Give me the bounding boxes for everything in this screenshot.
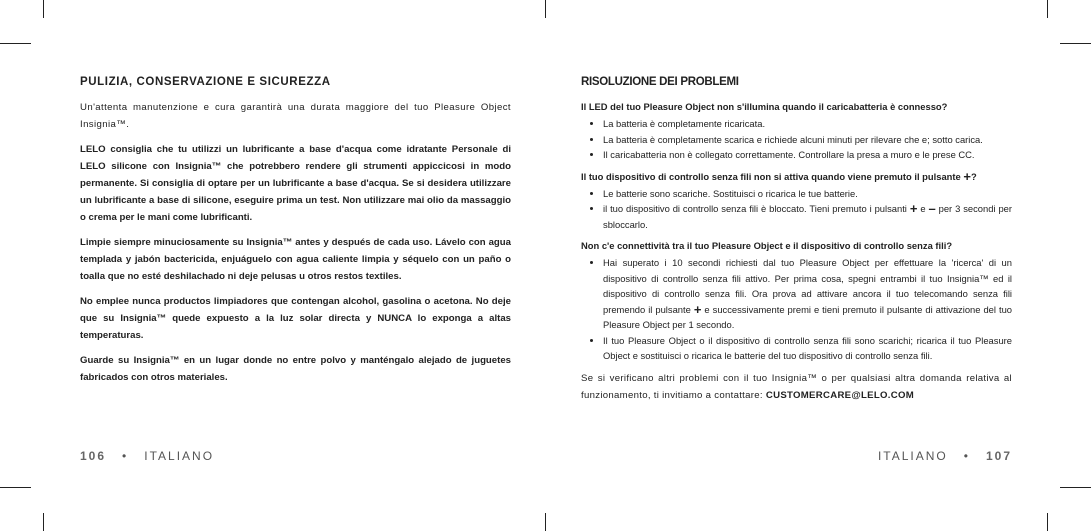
plus-icon: +	[963, 168, 971, 184]
page-number: 106	[80, 449, 107, 463]
question-end: ?	[970, 170, 977, 182]
list-item: • La batteria è completamente ricaricata.	[603, 116, 1012, 132]
right-page	[581, 76, 1012, 412]
list-item: • Il caricabatteria non è collegato correttamente. Controllare la presa a muro e le prese CC.	[603, 147, 1012, 163]
left-page	[80, 76, 511, 394]
item-text: e	[920, 203, 926, 214]
storage-paragraph: Guarde su Insignia™ en un lugar donde no entre polvo y manténgalo alejado de juguetes fabricados con otros materiales.	[80, 355, 511, 383]
crop-mark	[1060, 43, 1091, 44]
footer-separator: •	[963, 449, 970, 463]
crop-mark	[545, 0, 546, 18]
crop-mark	[0, 487, 31, 488]
item-text: Hai superato i 10 secondi richiesti dal tuo Pleasure Object per effettuare la 'ricerca' di un dispositivo di controllo senza fili attivo. Per prima cosa, spegni entrambi il tuo Insignia™ ed il dispositivo di controllo senza fili. Ora prova ad attivare ancora il tuo telecomando senza fili premendo il pulsante	[603, 257, 1012, 315]
list-item	[603, 201, 1012, 232]
item-text: e successivamente premi e tieni premuto il pulsante di attivazione del tuo Pleasure Object per 1 secondo.	[603, 303, 1012, 330]
cleaning-section-title: PULIZIA, CONSERVAZIONE E SICUREZZA	[80, 76, 331, 88]
crop-mark	[545, 513, 546, 531]
plus-icon: +	[693, 301, 702, 317]
crop-mark	[43, 513, 44, 531]
answer-list-connectivity	[581, 255, 1012, 364]
cleaners-warning-paragraph: No emplee nunca productos limpiadores que contengan alcohol, gasolina o acetona. No deje que su Insignia™ quede expuesto a la luz solar directa y NUNCA lo exponga a altas temperaturas.	[80, 296, 511, 341]
answer-list-led	[581, 116, 1012, 163]
cleaning-paragraph: Limpie siempre minuciosamente su Insignia™ antes y después de cada uso. Lávelo con agua templada y jabón bactericida, enjuáguelo con agua caliente limpia y séquelo con un paño o toalla que no esté deshilachado ni deje pelusas u otros restos textiles.	[80, 237, 511, 282]
item-text: il tuo dispositivo di controllo senza fili è bloccato. Tieni premuto i pulsanti	[603, 203, 907, 214]
plus-icon: +	[909, 201, 918, 216]
question-text: Il tuo dispositivo di controllo senza fili non si attiva quando viene premuto il pulsante	[581, 170, 961, 182]
closing-paragraph	[581, 370, 1012, 404]
question-led: Il LED del tuo Pleasure Object non s'illumina quando il caricabatteria è connesso?	[581, 101, 948, 112]
crop-mark	[1060, 487, 1091, 488]
crop-mark	[1047, 0, 1048, 18]
page-number: 107	[985, 449, 1012, 463]
list-item	[603, 255, 1012, 333]
footer-left	[80, 449, 214, 463]
care-intro-paragraph: Un'attenta manutenzione e cura garantirà una durata maggiore del tuo Pleasure Object Insignia™.	[80, 102, 511, 130]
closing-text: Se si verificano altri problemi con il tuo Insignia™ o per qualsiasi altra domanda relativa al funzionamento, ti invitiamo a contattare:	[581, 372, 1012, 401]
item-text: per 3 secondi per sbloccarlo.	[603, 203, 1012, 230]
footer-language: ITALIANO	[877, 449, 948, 463]
question-connectivity: Non c'e connettività tra il tuo Pleasure Object e il dispositivo di controllo senza fili?	[581, 240, 953, 251]
answer-list-remote	[581, 186, 1012, 233]
crop-mark	[1047, 513, 1048, 531]
support-email[interactable]: CUSTOMERCARE@LELO.COM	[765, 389, 915, 401]
footer-language: ITALIANO	[144, 449, 215, 463]
footer-separator: •	[122, 449, 129, 463]
lubricant-paragraph: LELO consiglia che tu utilizzi un lubrificante a base d'acqua come idratante Personale di LELO silicone con Insignia™ che potrebbero rendere gli strumenti appiccicosi in modo permanente. Si consiglia di optare per un lubrificante a base d'acqua. Se si desidera utilizzare un lubrificante a base di silicone, eseguire prima un test. Non utilizzare mai olio da massaggio o crema per le mani come lubrificanti.	[80, 144, 511, 223]
list-item: • Il tuo Pleasure Object o il dispositivo di controllo senza fili sono scarichi; ricarica il tuo Pleasure Object e sostituisci o ricarica le batterie del tuo dispositivo di controllo senza fili.	[603, 333, 1012, 364]
crop-mark	[0, 43, 31, 44]
list-item: • La batteria è completamente scarica e richiede alcuni minuti per rilevare che e; sotto carica.	[603, 132, 1012, 148]
list-item: • Le batterie sono scariche. Sostituisci o ricarica le tue batterie.	[603, 186, 1012, 202]
minus-icon: –	[928, 201, 936, 216]
footer-right	[878, 449, 1012, 463]
troubleshooting-title: RISOLUZIONE DEI PROBLEMI	[581, 76, 739, 88]
question-remote-activation	[581, 169, 1012, 184]
crop-mark	[43, 0, 44, 18]
